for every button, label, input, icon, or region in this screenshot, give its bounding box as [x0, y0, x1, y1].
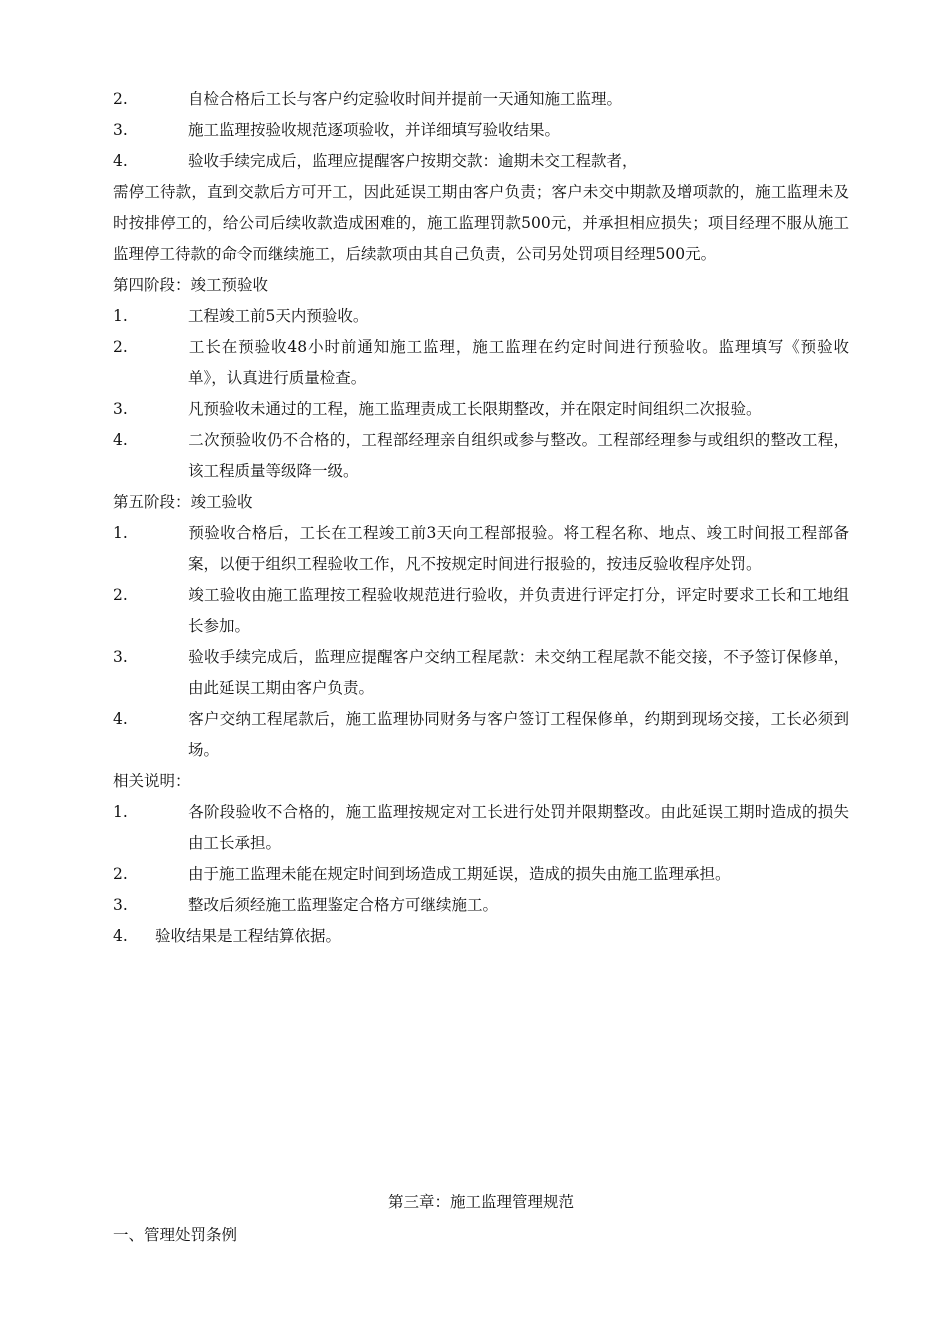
item-text: 验收手续完成后，监理应提醒客户交纳工程尾款：未交纳工程尾款不能交接，不予签订保修单，由此延误工期由客户负责。: [188, 648, 849, 697]
item-number: 4.: [113, 431, 128, 449]
item-number: 2.: [113, 338, 128, 356]
item-text: 自检合格后工长与客户约定验收时间并提前一天通知施工监理。: [188, 90, 623, 108]
list-item: [113, 332, 849, 394]
item-number: 3.: [113, 121, 128, 139]
chapter-title: 第三章：施工监理管理规范: [387, 1193, 574, 1211]
item-text: 二次预验收仍不合格的，工程部经理亲自组织或参与整改。工程部经理参与或组织的整改工程，该工程质量等级降一级。: [188, 431, 849, 480]
item-text: 凡预验收未通过的工程，施工监理责成工长限期整改，并在限定时间组织二次报验。: [188, 400, 762, 418]
list-item: [113, 518, 849, 580]
list-item: [113, 425, 849, 487]
item-text: 整改后须经施工监理鉴定合格方可继续施工。: [188, 896, 499, 914]
list-item: [113, 394, 849, 425]
list-item: [113, 859, 849, 890]
list-item: [113, 580, 849, 642]
item-number: 1.: [113, 524, 128, 542]
item-number: 3.: [113, 400, 128, 418]
notes-heading: 相关说明：: [113, 772, 191, 790]
item-number: 2.: [113, 586, 128, 604]
list-item: [113, 301, 849, 332]
item-text: 预验收合格后，工长在工程竣工前3天向工程部报验。将工程名称、地点、竣工时间报工程部备案，以便于组织工程验收工作，凡不按规定时间进行报验的，按违反验收程序处罚。: [188, 524, 849, 573]
item-text: 各阶段验收不合格的，施工监理按规定对工长进行处罚并限期整改。由此延误工期时造成的损失由工长承担。: [188, 803, 849, 852]
item-text: 验收手续完成后，监理应提醒客户按期交款：逾期未交工程款者，: [188, 152, 638, 170]
paragraph-continuation: 需停工待款，直到交款后方可开工，因此延误工期由客户负责；客户未交中期款及增项款的，施工监理未及时按排停工的，给公司后续收款造成困难的，施工监理罚款500元，并承担相应损失；项目经理不服从施工监理停工待款的命令而继续施工，后续款项由其自己负责，公司另处罚项目经理500元。: [113, 183, 849, 263]
list-item: [113, 84, 849, 115]
list-item: [113, 146, 849, 177]
document-body: [113, 84, 849, 952]
item-number: 3.: [113, 648, 128, 666]
list-item: [113, 921, 849, 952]
item-text: 客户交纳工程尾款后，施工监理协同财务与客户签订工程保修单，约期到现场交接，工长必须到场。: [188, 710, 849, 759]
item-number: 1.: [113, 803, 128, 821]
item-text: 竣工验收由施工监理按工程验收规范进行验收，并负责进行评定打分，评定时要求工长和工地组长参加。: [188, 586, 849, 635]
list-item: [113, 797, 849, 859]
stage5-heading: 第五阶段：竣工验收: [113, 493, 253, 511]
item-text: 工长在预验收48小时前通知施工监理，施工监理在约定时间进行预验收。监理填写《预验收单》，认真进行质量检查。: [188, 338, 849, 387]
item-text: 验收结果是工程结算依据。: [155, 927, 342, 945]
item-number: 2.: [113, 90, 128, 108]
item-text: 施工监理按验收规范逐项验收，并详细填写验收结果。: [188, 121, 561, 139]
item-number: 4.: [113, 152, 128, 170]
item-text: 工程竣工前5天内预验收。: [188, 307, 369, 325]
item-text: 由于施工监理未能在规定时间到场造成工期延误，造成的损失由施工监理承担。: [188, 865, 731, 883]
item-number: 4.: [113, 927, 128, 945]
list-item: [113, 890, 849, 921]
item-number: 3.: [113, 896, 128, 914]
list-item: [113, 704, 849, 766]
list-item: [113, 642, 849, 704]
item-number: 1.: [113, 307, 128, 325]
item-number: 4.: [113, 710, 128, 728]
section-title: 一、管理处罚条例: [113, 1226, 238, 1244]
stage4-heading: 第四阶段：竣工预验收: [113, 276, 269, 294]
list-item: [113, 115, 849, 146]
item-number: 2.: [113, 865, 128, 883]
